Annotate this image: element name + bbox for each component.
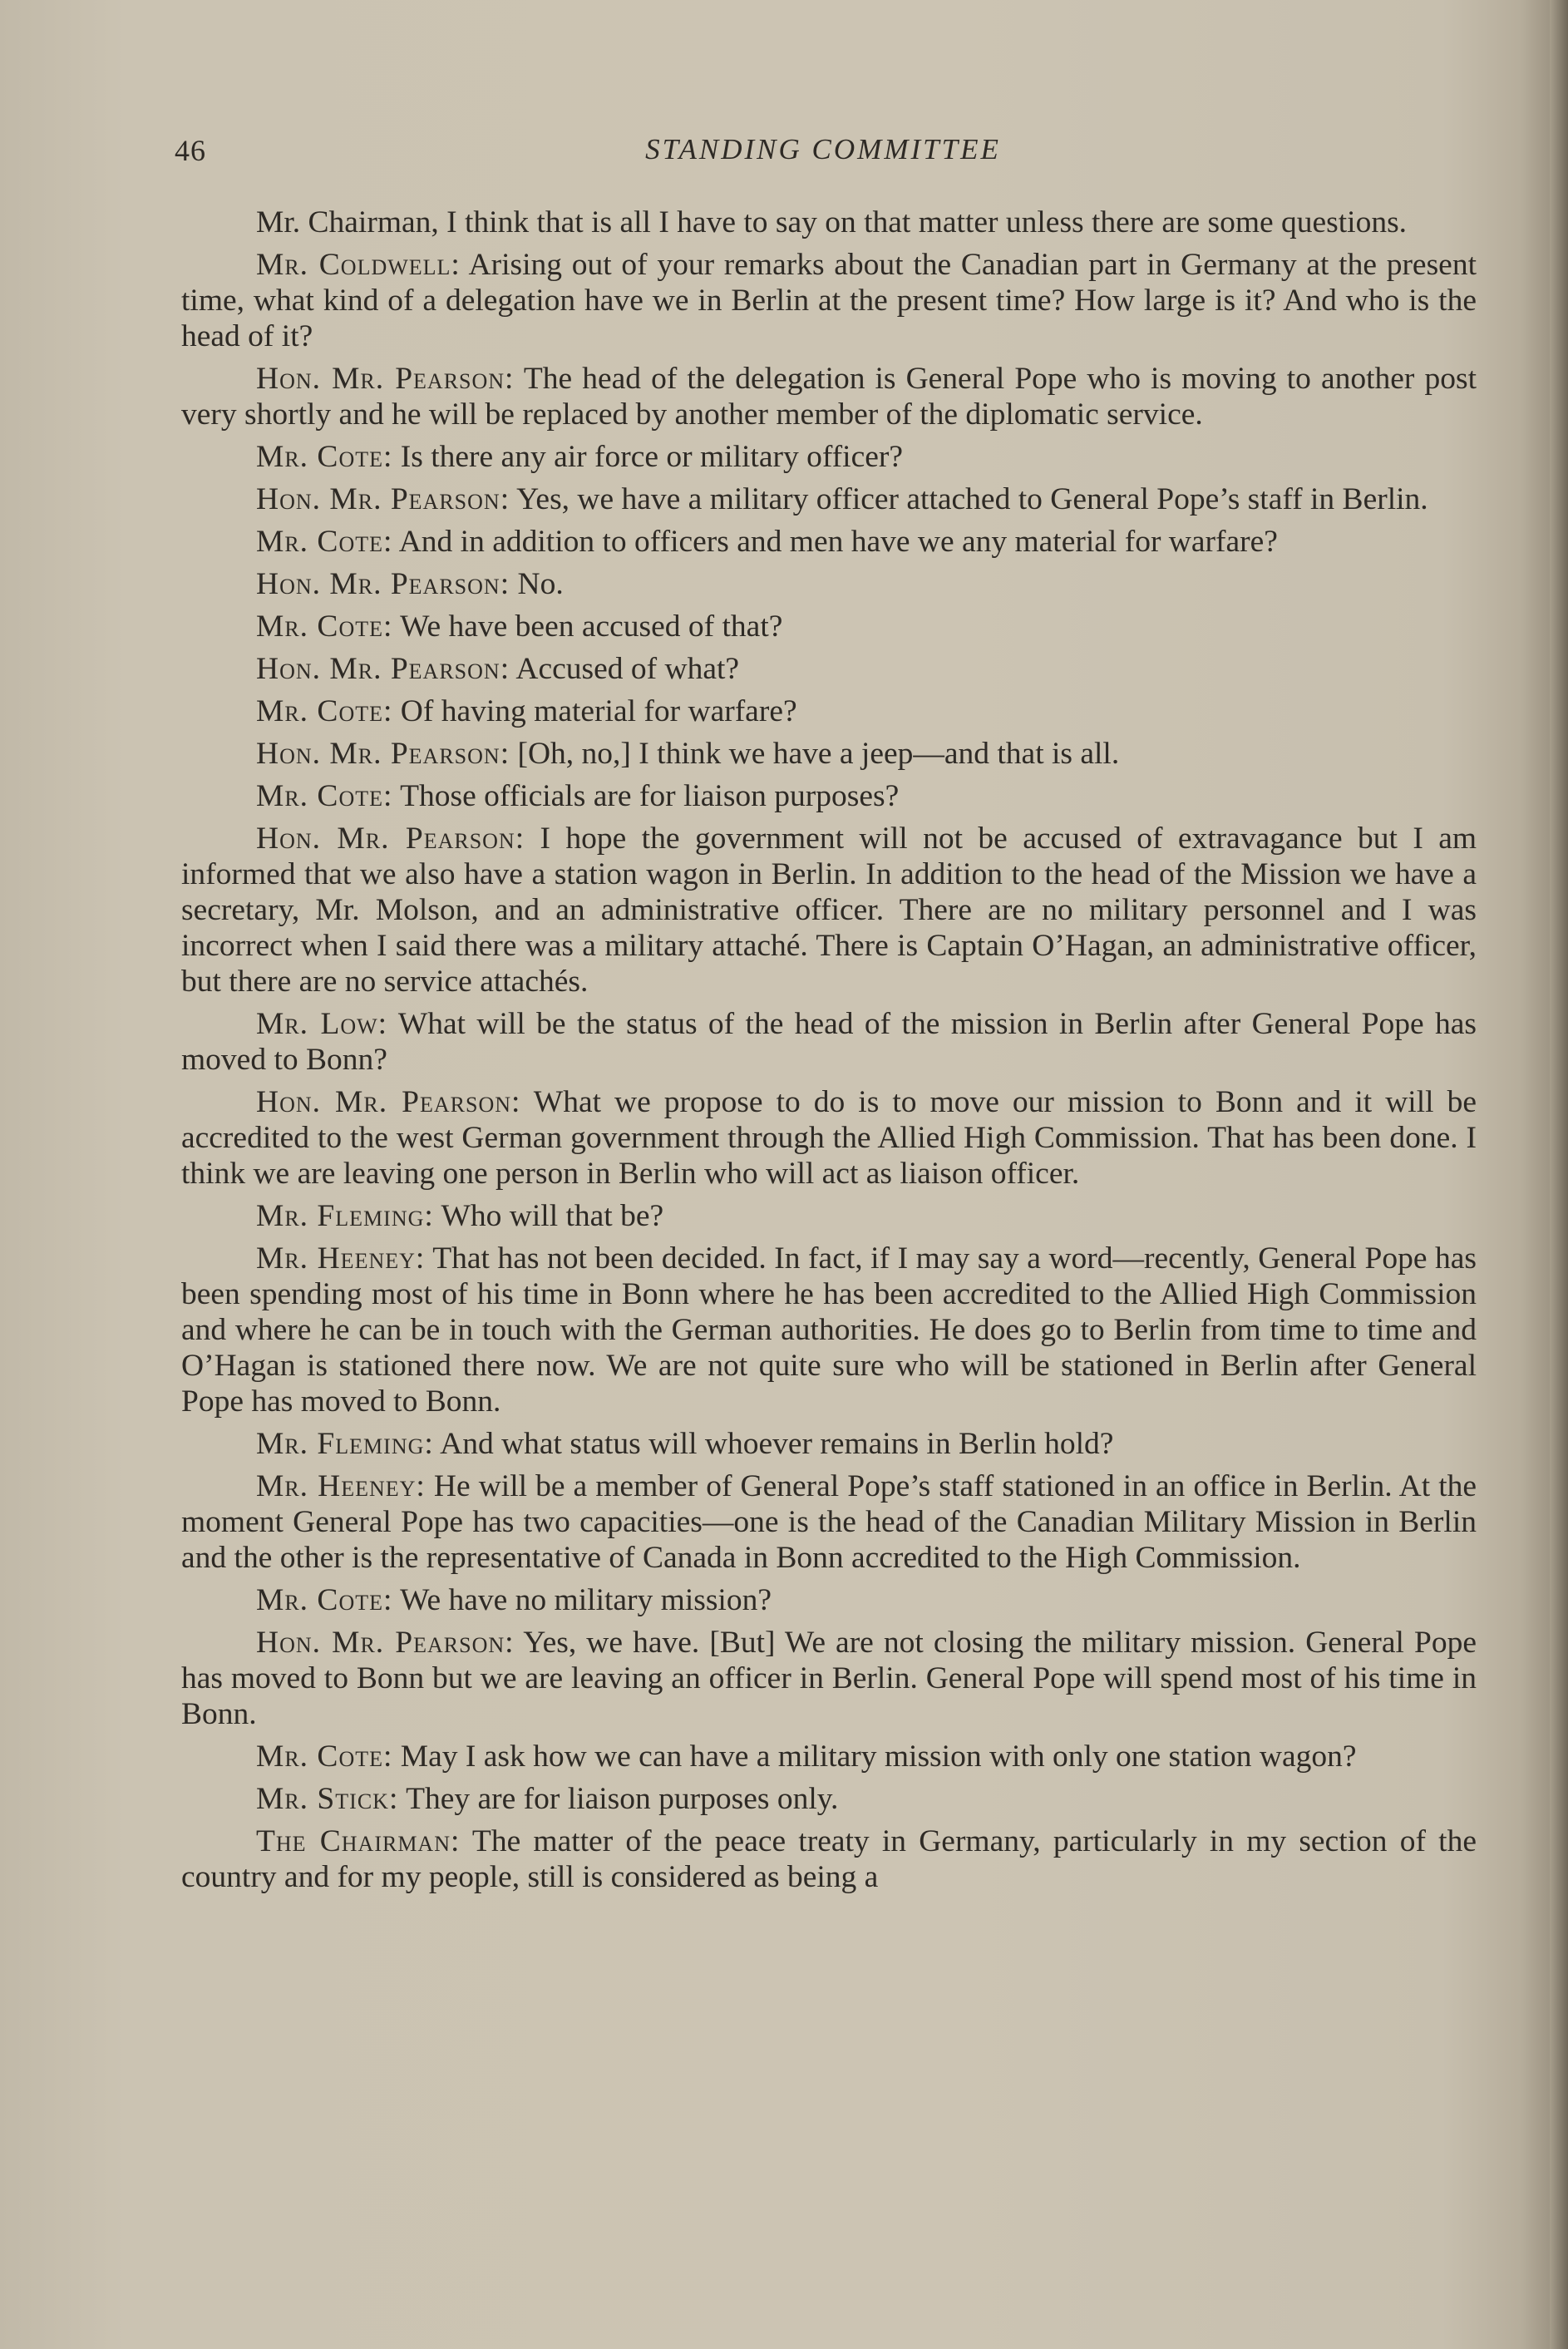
speaker-name: Hon. Mr. Pearson:	[256, 482, 510, 516]
speaker-name: Hon. Mr. Pearson:	[256, 362, 515, 396]
speaker-name: Mr. Cote:	[256, 779, 393, 813]
transcript-paragraph	[181, 1781, 1477, 1817]
transcript-paragraph	[181, 821, 1477, 999]
transcript-paragraph	[181, 1084, 1477, 1192]
transcript-paragraph	[181, 736, 1477, 772]
page-header	[175, 133, 1472, 175]
transcript-paragraph	[181, 566, 1477, 602]
speaker-name: Mr. Cote:	[256, 1583, 393, 1617]
paragraph-text: The head of the delegation is General Pope who is moving to another post very shortly and he will be replaced by another member of the diplomatic service.	[181, 362, 1477, 432]
transcript-paragraph	[181, 205, 1477, 240]
transcript-body	[181, 205, 1477, 1902]
running-head: STANDING COMMITTEE	[645, 133, 1001, 165]
transcript-paragraph	[181, 1823, 1477, 1895]
paragraph-text: That has not been decided. In fact, if I may say a word—recently, General Pope has been spending most of his time in Bonn where he has been accredited to the Allied High Commission and where he can be in touch with the German authorities. He does go to Berlin from time to time and O’Hagan is stationed there now. We are not quite sure who will be stationed in Berlin after General Pope has moved to Bonn.	[181, 1241, 1477, 1419]
speaker-name: Mr. Fleming:	[256, 1427, 434, 1461]
transcript-paragraph	[181, 693, 1477, 729]
transcript-paragraph	[181, 1241, 1477, 1419]
speaker-name: Mr. Heeney:	[256, 1469, 426, 1503]
speaker-name: Mr. Low:	[256, 1007, 388, 1041]
transcript-paragraph	[181, 439, 1477, 475]
speaker-name: Hon. Mr. Pearson:	[256, 1626, 515, 1660]
transcript-paragraph	[181, 524, 1477, 560]
paragraph-text: We have no military mission?	[400, 1583, 772, 1617]
paragraph-text: Those officials are for liaison purposes?	[400, 779, 900, 813]
transcript-paragraph	[181, 1625, 1477, 1732]
transcript-paragraph	[181, 247, 1477, 354]
paragraph-text: Mr. Chairman, I think that is all I have to say on that matter unless there are some questions.	[256, 205, 1408, 239]
transcript-paragraph	[181, 609, 1477, 644]
transcript-paragraph	[181, 1198, 1477, 1234]
transcript-paragraph	[181, 1582, 1477, 1618]
speaker-name: Mr. Heeney:	[256, 1241, 426, 1276]
speaker-name: Mr. Cote:	[256, 694, 393, 728]
speaker-name: The Chairman:	[256, 1824, 461, 1858]
speaker-name: Hon. Mr. Pearson:	[256, 737, 510, 771]
transcript-paragraph	[181, 1468, 1477, 1576]
paragraph-text: Who will that be?	[441, 1199, 664, 1233]
paragraph-text: And what status will whoever remains in Berlin hold?	[440, 1427, 1114, 1461]
paragraph-text: And in addition to officers and men have we any material for warfare?	[398, 525, 1278, 559]
paragraph-text: [Oh, no,] I think we have a jeep—and that is all.	[517, 737, 1120, 771]
transcript-paragraph	[181, 1426, 1477, 1462]
paragraph-text: Arising out of your remarks about the Canadian part in Germany at the present time, what kind of a delegation have we in Berlin at the present time? How large is it? And who is the head of it?	[181, 248, 1477, 353]
page-edge-shadow	[1550, 0, 1568, 2349]
speaker-name: Hon. Mr. Pearson:	[256, 652, 510, 686]
transcript-paragraph	[181, 651, 1477, 687]
speaker-name: Mr. Fleming:	[256, 1199, 434, 1233]
transcript-paragraph	[181, 481, 1477, 517]
speaker-name: Mr. Stick:	[256, 1782, 399, 1816]
paragraph-text: What will be the status of the head of the mission in Berlin after General Pope has moved to Bonn?	[181, 1007, 1477, 1077]
page-number: 46	[175, 134, 206, 167]
transcript-paragraph	[181, 361, 1477, 432]
paragraph-text: Accused of what?	[515, 652, 740, 686]
paragraph-text: I hope the government will not be accused of extravagance but I am informed that we also have a station wagon in Berlin. In addition to the head of the Mission we have a secretary, Mr. Molson, and an administrative officer. There are no military personnel and I was incorrect when I said there was a military attaché. There is Captain O’Hagan, an administrative officer, but there are no service attachés.	[181, 822, 1477, 999]
paragraph-text: Of having material for warfare?	[400, 694, 797, 728]
paragraph-text: Yes, we have. [But] We are not closing the military mission. General Pope has moved to Bonn but we are leaving an officer in Berlin. General Pope will spend most of his time in Bonn.	[181, 1626, 1477, 1731]
transcript-paragraph	[181, 778, 1477, 814]
speaker-name: Hon. Mr. Pearson:	[256, 567, 510, 601]
speaker-name: Mr. Coldwell:	[256, 248, 461, 282]
paragraph-text: May I ask how we can have a military mission with only one station wagon?	[400, 1740, 1357, 1774]
speaker-name: Mr. Cote:	[256, 1740, 393, 1774]
paragraph-text: We have been accused of that?	[400, 609, 783, 644]
speaker-name: Hon. Mr. Pearson:	[256, 822, 525, 856]
paragraph-text: They are for liaison purposes only.	[406, 1782, 839, 1816]
paragraph-text: Yes, we have a military officer attached to General Pope’s staff in Berlin.	[516, 482, 1428, 516]
speaker-name: Mr. Cote:	[256, 609, 393, 644]
paragraph-text: Is there any air force or military officer?	[400, 440, 903, 474]
paragraph-text: The matter of the peace treaty in Germany, particularly in my section of the country and for my people, still is considered as being a	[181, 1824, 1477, 1894]
speaker-name: Hon. Mr. Pearson:	[256, 1085, 521, 1119]
paragraph-text: What we propose to do is to move our mission to Bonn and it will be accredited to the west German government through the Allied High Commission. That has been done. I think we are leaving one person in Berlin who will act as liaison officer.	[181, 1085, 1477, 1191]
transcript-paragraph	[181, 1006, 1477, 1078]
transcript-paragraph	[181, 1739, 1477, 1774]
paragraph-text: He will be a member of General Pope’s staff stationed in an office in Berlin. At the moment General Pope has two capacities—one is the head of the Canadian Military Mission in Berlin and the other is the representative of Canada in Bonn accredited to the High Commission.	[181, 1469, 1477, 1575]
speaker-name: Mr. Cote:	[256, 525, 393, 559]
paragraph-text: No.	[517, 567, 564, 601]
speaker-name: Mr. Cote:	[256, 440, 393, 474]
